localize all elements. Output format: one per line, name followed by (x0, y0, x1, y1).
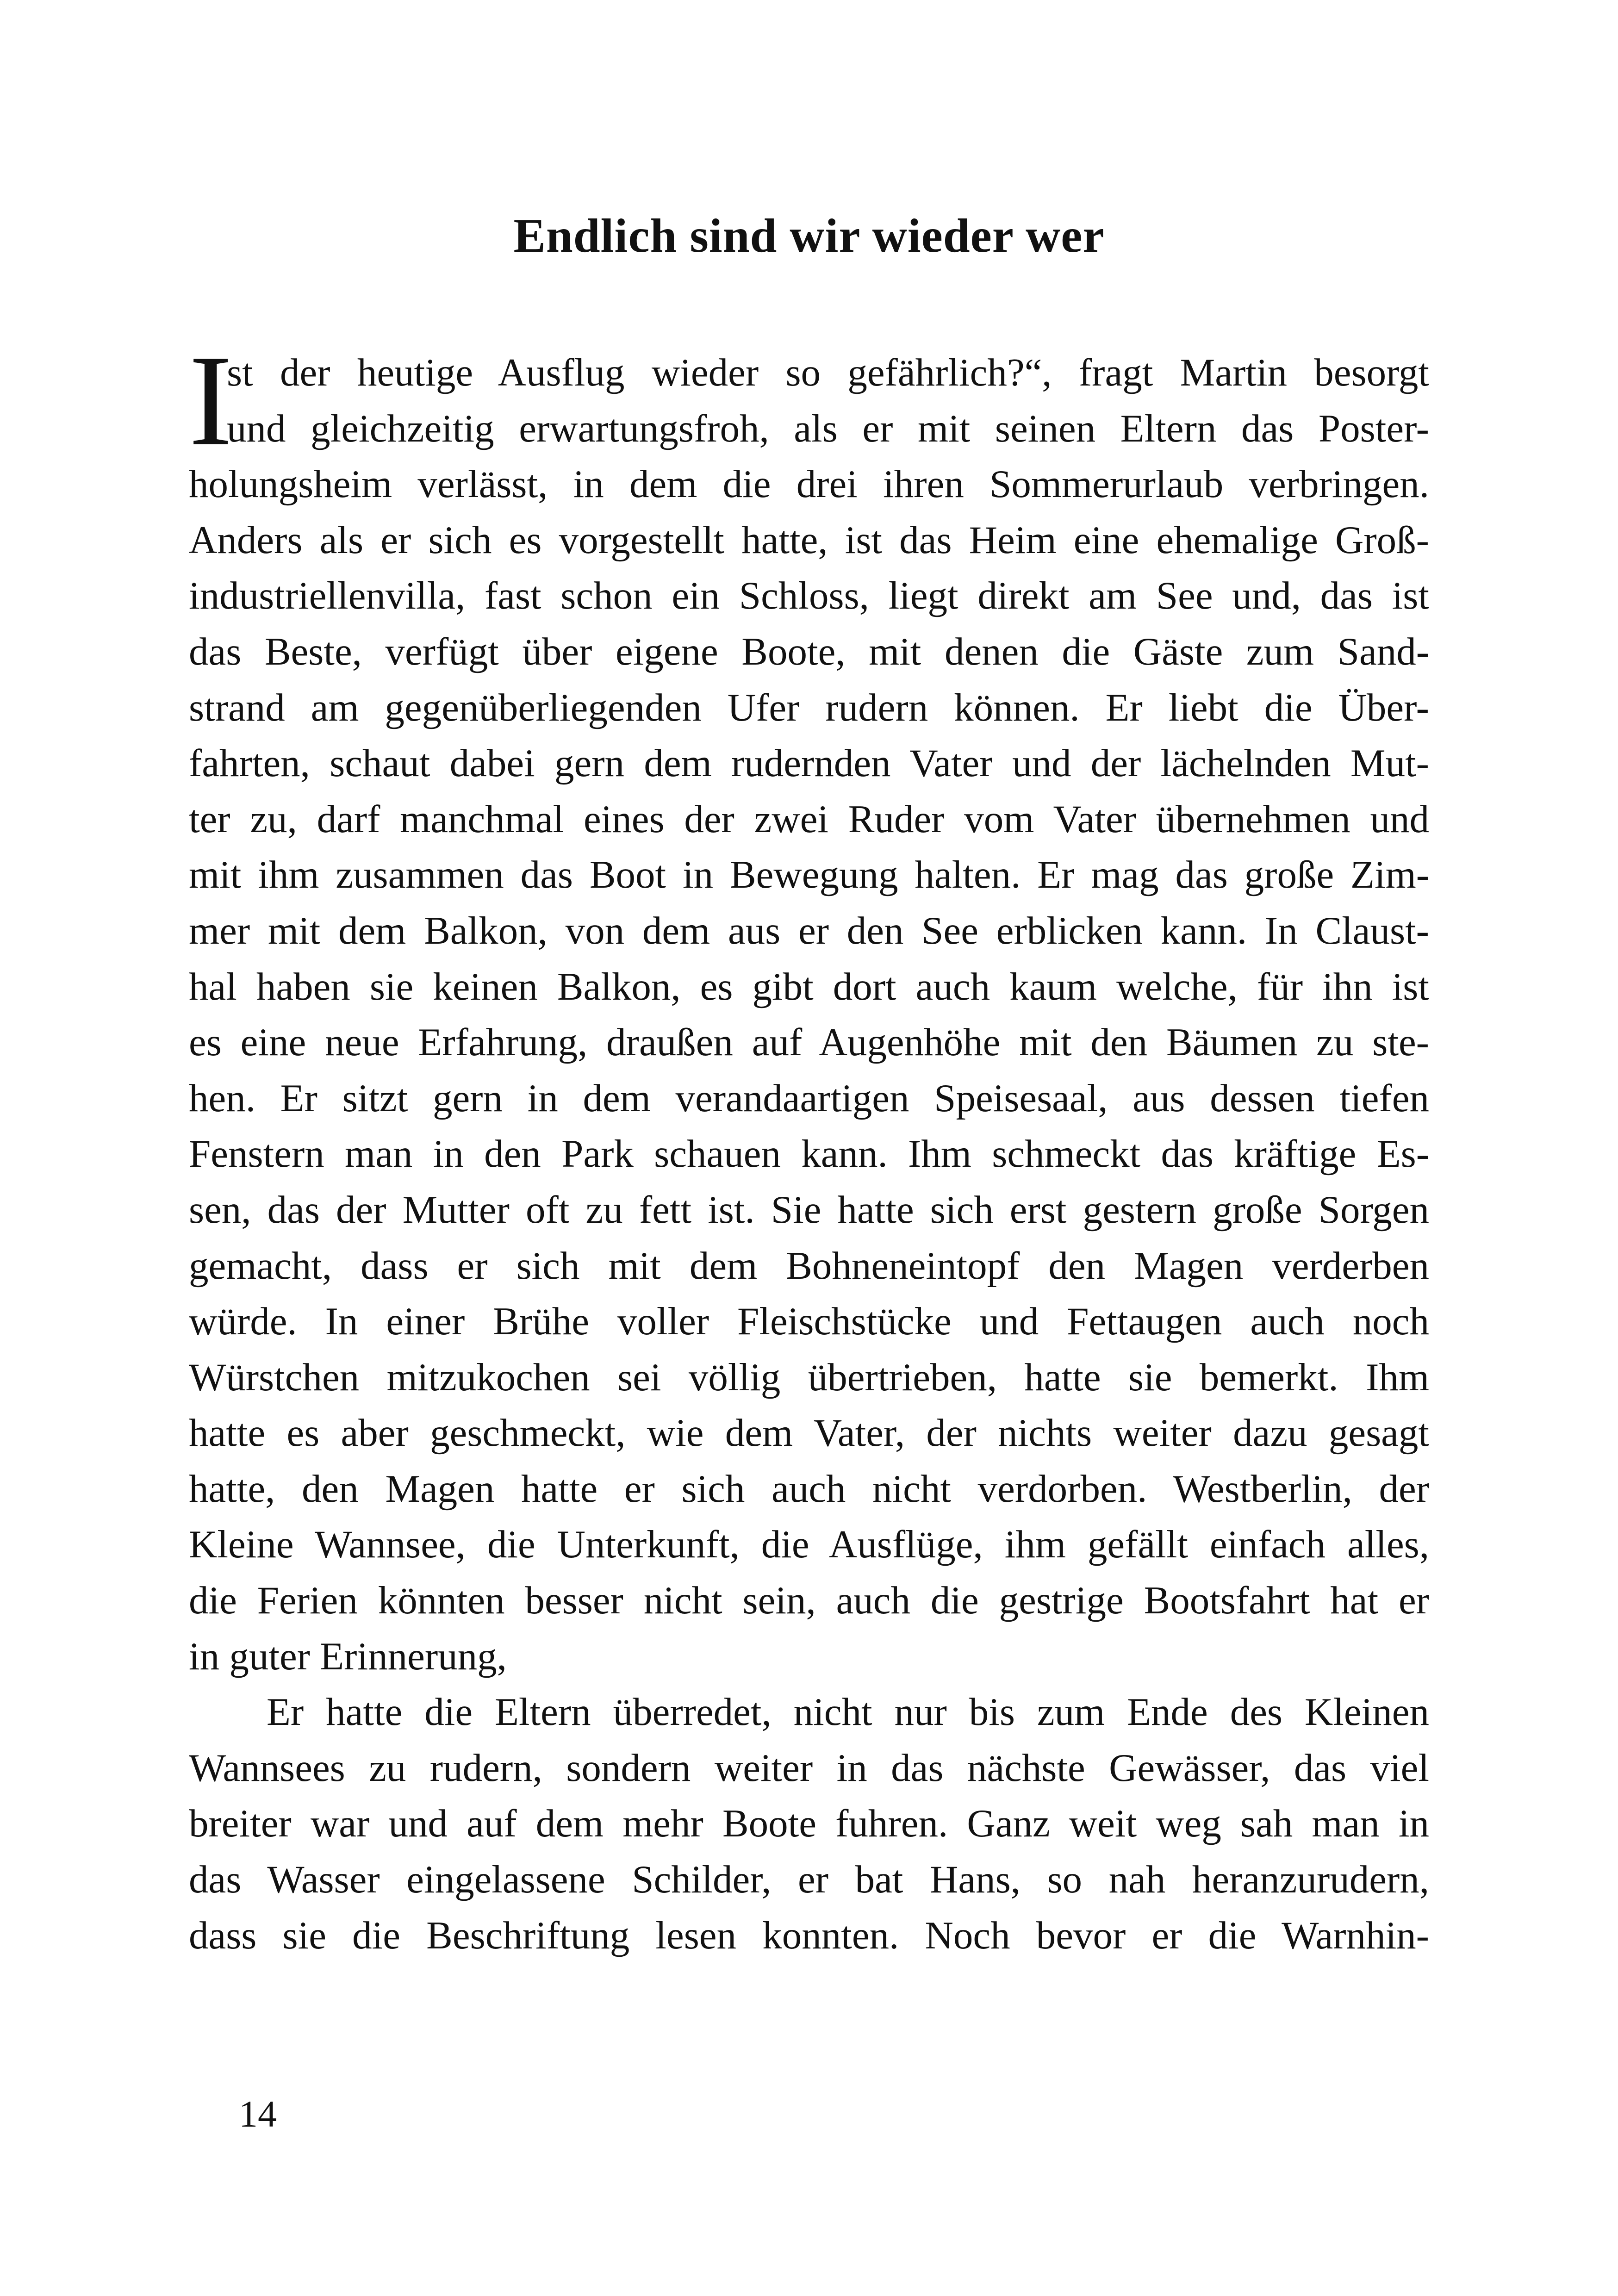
text-line: holungsheim verlässt, in dem die drei ihren Sommerurlaub verbringen. (189, 462, 1429, 506)
text-line: ter zu, darf manchmal eines der zwei Ruder vom Vater übernehmen und (189, 797, 1429, 841)
text-line: dass sie die Beschriftung lesen konnten. Noch bevor er die Warnhin- (189, 1913, 1429, 1957)
paragraph-1 (189, 328, 1429, 1684)
text-line: mer mit dem Balkon, von dem aus er den See erblicken kann. In Claust- (189, 908, 1429, 952)
text-line: breiter war und auf dem mehr Boote fuhren. Ganz weit weg sah man in (189, 1802, 1429, 1846)
paragraph-2 (189, 1684, 1429, 1963)
text-line: hatte, den Magen hatte er sich auch nicht verdorben. Westberlin, der (189, 1467, 1429, 1511)
text-line: hatte es aber geschmeckt, wie dem Vater, der nichts weiter dazu gesagt (189, 1411, 1429, 1455)
text-line: mit ihm zusammen das Boot in Bewegung halten. Er mag das große Zim- (189, 853, 1429, 897)
text-line: Würstchen mitzukochen sei völlig übertrieben, hatte sie bemerkt. Ihm (189, 1355, 1429, 1399)
drop-cap: I (189, 328, 232, 473)
text-line: sen, das der Mutter oft zu fett ist. Sie hatte sich erst gestern große Sorgen (189, 1188, 1429, 1232)
text-line: würde. In einer Brühe voller Fleischstücke und Fettaugen auch noch (189, 1300, 1429, 1344)
text-line: und gleichzeitig erwartungsfroh, als er mit seinen Eltern das Poster- (227, 406, 1429, 450)
text-line: das Beste, verfügt über eigene Boote, mit denen die Gäste zum Sand- (189, 629, 1429, 673)
text-line: Kleine Wannsee, die Unterkunft, die Ausflüge, ihm gefällt einfach alles, (189, 1523, 1429, 1567)
text-line: strand am gegenüberliegenden Ufer rudern können. Er liebt die Über- (189, 685, 1429, 729)
text-line: industriellenvilla, fast schon ein Schloss, liegt direkt am See und, das ist (189, 574, 1429, 618)
text-line: hen. Er sitzt gern in dem verandaartigen Speisesaal, aus dessen tiefen (189, 1076, 1429, 1120)
body-text (189, 328, 1429, 1963)
text-line: hal haben sie keinen Balkon, es gibt dort auch kaum welche, für ihn ist (189, 964, 1429, 1008)
text-line: Anders als er sich es vorgestellt hatte, ist das Heim eine ehemalige Groß- (189, 518, 1429, 562)
text-line: die Ferien könnten besser nicht sein, auch die gestrige Bootsfahrt hat er (189, 1579, 1429, 1623)
text-line: Fenstern man in den Park schauen kann. Ihm schmeckt das kräftige Es- (189, 1132, 1429, 1176)
chapter-title: Endlich sind wir wieder wer (513, 209, 1105, 262)
text-line: gemacht, dass er sich mit dem Bohneneintopf den Magen verderben (189, 1244, 1429, 1288)
text-line: fahrten, schaut dabei gern dem rudernden Vater und der lächelnden Mut- (189, 741, 1429, 785)
text-line: es eine neue Erfahrung, draußen auf Augenhöhe mit den Bäumen zu ste- (189, 1020, 1429, 1064)
text-line: Wannsees zu rudern, sondern weiter in das nächste Gewässer, das viel (189, 1746, 1429, 1790)
text-line: Er hatte die Eltern überredet, nicht nur bis zum Ende des Kleinen (267, 1690, 1429, 1734)
text-line: das Wasser eingelassene Schilder, er bat Hans, so nah heranzurudern, (189, 1858, 1429, 1902)
page-number: 14 (239, 2093, 277, 2135)
line-text: st der heutige Ausflug wieder so gefährlich?“, fragt Martin besorgt (227, 351, 1429, 394)
text-line: in guter Erinnerung, (189, 1634, 507, 1678)
